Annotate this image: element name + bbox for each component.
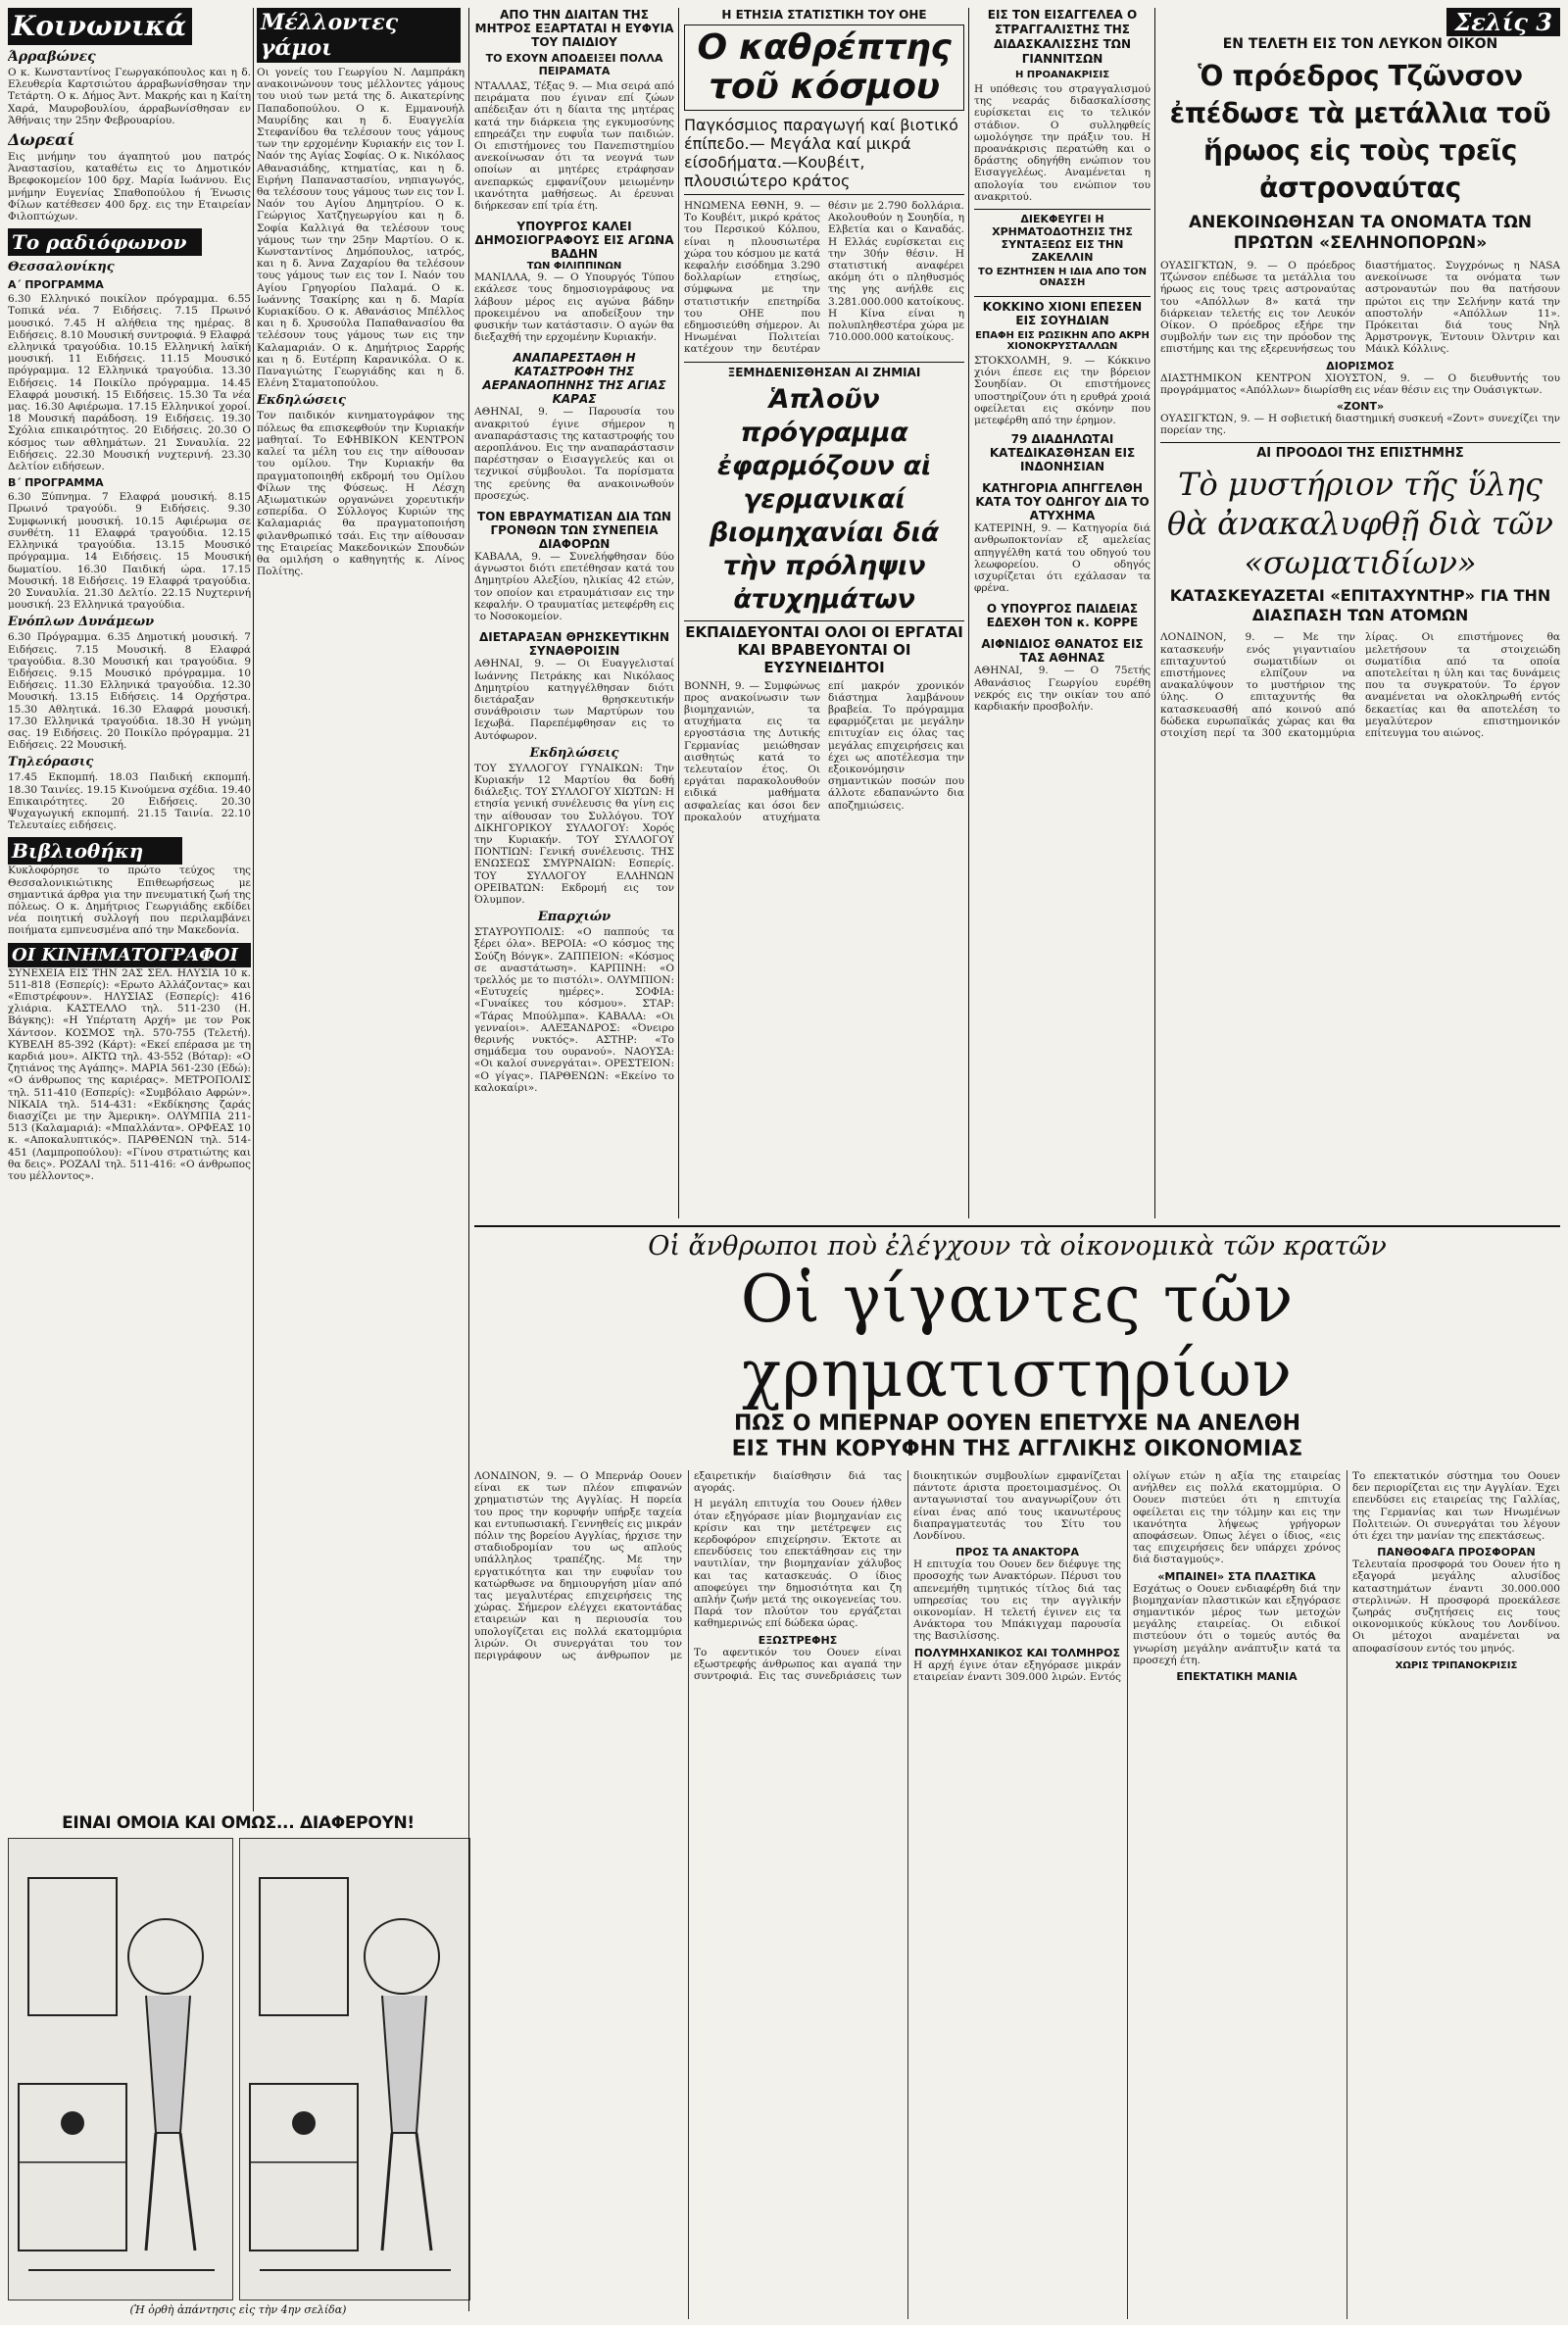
cinema-head-box (8, 943, 251, 967)
banks-kicker: Οἱ ἄνθρωποι ποὺ ἐλέγχουν τὰ οἰκονομικὰ τῶν κρατῶν (648, 1231, 1387, 1261)
snow-subhead: ΕΠΑΦΗ ΕΙΣ ΡΩΣΙΚΗΝ ΑΠΟ ΑΚΡΗ ΧΙΟΝΟΚΡΥΣΤΑΛΛΩΝ (975, 330, 1150, 353)
death-text: ΑΘΗΝΑΙ, 9. — Ο 75ετής Αθανάσιος Γεωργίου ευρέθη νεκρός εις την οικίαν του από καρδιακήν προσβολήν. (974, 665, 1151, 714)
matter-headline: Τὸ μυστήριον τῆς ὕλης θὰ ἀνακαλυφθῇ διὰ τῶν «σωματιδίων» (1167, 466, 1553, 582)
television-text: 17.45 Εκπομπή. 18.03 Παιδική εκπομπή. 18.30 Ταινίες. 19.15 Κινούμενα σχέδια. 19.40 Επικαιρότητες. 20 Ειδήσεις. 20.30 Ψυχαγωγική εκπομπή. 21.15 Ταινία. 22.10 Τελευταίες ειδήσεις. (8, 771, 251, 832)
journalists-text: ΜΑΝΙΛΛΑ, 9. — Ο Υπουργός Τύπου εκάλεσε τους δημοσιογράφους να λάβουν μέρος εις αγώνα βάδην προκειμένου να αποδείξουν την φυσικήν των κατάστασιν. Ο αγών θα διεξαχθή την ερχομένην Κυριακήν. (474, 272, 674, 344)
banks-subhead-1: ΠΩΣ Ο ΜΠΕΡΝΑΡ ΟΟΥΕΝ ΕΠΕΤΥΧΕ ΝΑ ΑΝΕΛΘΗ (733, 1411, 1301, 1436)
library-text: Κυκλοφόρησε το πρώτο τεύχος της Θεσσαλονικιώτικης Επιθεωρήσεως με σημαντικά άρθρα για την πνευματική ζωή της πόλεως. Ο κ. Δημήτριος Γεωργιάδης εκδίδει νέα ποιητική συλλογή που περιλαμβάνει ποιήματα εμπνευσμένα από την Μακεδονία. (8, 865, 251, 937)
events3-text: ΤΟΥ ΣΥΛΛΟΓΟΥ ΓΥΝΑΙΚΩΝ: Την Κυριακήν 12 Μαρτίου θα δοθή διάλεξις. ΤΟΥ ΣΥΛΛΟΓΟΥ ΧΙΩΤΩΝ: Η ετησία γενική συνέλευσις θα γίνη εις την αίθουσαν του Συλλόγου. ΤΟΥ ΔΙΚΗΓΟΡΙΚΟΥ ΣΥΛΛΟΓΟΥ: Χορός την Κυριακήν. ΤΟΥ ΣΥΛΛΟΓΟΥ ΠΟΝΤΙΩΝ: Γενική συνέλευσις. ΤΗΣ ΕΝΩΣΕΩΣ ΣΜΥΡΝΑΙΩΝ: Εσπερίς. ΤΟΥ ΣΥΛΛΟΓΟΥ ΕΛΛΗΝΩΝ ΟΡΕΙΒΑΤΩΝ: Εκδρομή εις τον Όλυμπον. (474, 762, 674, 906)
page-label: Σελίς 3 (1446, 8, 1560, 36)
program-a-text: 6.30 Ελληνικό ποικίλον πρόγραμμα. 6.55 Τοπικά νέα. 7 Ειδήσεις. 7.15 Πρωινό μουσικό. 7.45 Η αλήθεια της ημέρας. 8 Ειδήσεις. 8.10 Μουσική συντροφιά. 9 Ελαφρά ελληνικά τραγούδια. 10.15 Ελληνική λαϊκή μουσική. 11 Ειδήσεις. 11.15 Μουσικό πρόγραμμα. 12 Ελληνικά τραγούδια. 13.30 Ειδήσεις. 14 Ποικίλο πρόγραμμα. 14.45 Ελαφρά μουσική. 15 Ειδήσεις. 15.30 Τα νέα μας. 16.30 Αφιέρωμα. 17.15 Ελληνικοί χοροί. 18 Μουσική παράδοση. 19 Ειδήσεις. 19.30 Σχόλια επικαιρότητος. 20 Ειδήσεις. 20.30 Ο κόσμος των αθλημάτων. 21 Συναυλία. 22 Ειδήσεις. 22.30 Μουσική νυχτερινή. 23.30 Δελτίον ειδήσεων. (8, 293, 251, 473)
assault-headline: ΤΟΝ ΕΒΡΑΥΜΑΤΙΣΑΝ ΔΙΑ ΤΩΝ ΓΡΟΝΘΩΝ ΤΩΝ ΣΥΝΕΠΕΙΑ ΔΙΑΦΟΡΩΝ (477, 510, 671, 552)
program-b-text: 6.30 Ξύπνημα. 7 Ελαφρά μουσική. 8.15 Πρωινό τραγούδι. 9 Ειδήσεις. 9.30 Συμφωνική μουσική. 10.15 Αφιέρωμα σε συνθέτη. 11 Ελαφρά τραγούδια. 12.15 Ελληνικά τραγούδια. 13.15 Μουσικό πρόγραμμα. 14 Ειδήσεις. 15 Μουσική δωματίου. 16.30 Παιδική ώρα. 17.15 Μουσική. 18 Ειδήσεις. 19 Ελαφρά τραγούδια. 20 Συναυλία. 21.30 Δελτίο. 22.15 Νυχτερινή μουσική. 23 Ελληνικά τραγούδια. (8, 491, 251, 612)
donations-title: Δωρεαί (8, 130, 75, 150)
column-rule-2 (468, 8, 469, 2311)
banks-story (474, 1231, 1560, 2319)
astronauts-subhead: ΑΝΕΚΟΙΝΩΘΗΣΑΝ ΤΑ ΟΝΟΜΑΤΑ ΤΩΝ ΠΡΩΤΩΝ «ΣΕΛΗΝΟΠΟΡΩΝ» (1188, 213, 1533, 253)
column-5 (974, 8, 1151, 1218)
library-heading: Βιβλιοθήκη (12, 839, 144, 864)
stats-kicker: Η ΕΤΗΣΙΑ ΣΤΑΤΙΣΤΙΚΗ ΤΟΥ ΟΗΕ (721, 8, 927, 22)
column-4 (684, 8, 964, 1218)
banks-text-6: Εσχάτως ο Οουεν ενδιαφέρθη διά την βιομηχανίαν πλαστικών και εξηγόρασε σημαντικόν μέρος των μετοχών μεγάλης εταιρείας. Οι ειδικοί πιστεύουν ότι ο τομεύς αυτός θα γνωρίση μεγάλην ανάπτυξιν κατά τα προσεχή έτη. (1133, 1582, 1341, 1666)
child-subhead: ΤΟ ΕΧΟΥΝ ΑΠΟΔΕΙΞΕΙ ΠΟΛΛΑ ΠΕΙΡΑΜΑΤΑ (485, 52, 663, 77)
engagements-title: Άρραβώνες (8, 49, 96, 65)
events-title: Εκδηλώσεις (257, 393, 346, 409)
donations-text: Εις μνήμην του άγαπητού μου πατρός Άναστασίου, καταθέτω εις το Δημοτικόν Βρεφοκομείον 100 δρχ. Μαρία Ιωάννου. Εις μνήμην Ευγενίας Σπαθοπούλου ή Ένωσις Φίλων κατέθεσεν 400 δρχ. εις την Εταιρείαν Φιλοπτώχων. (8, 151, 251, 223)
column-rule-3 (678, 8, 679, 1218)
banks-text-3: Το αφεντικόν του Οουεν είναι εξωστρεφής άνθρωπος και αγαπά την συντροφιά. Εις τας συνεδριάσεις των διοικητικών συμβουλίων εμφανίζεται πάντοτε άριστα προετοιμασμένος. Οι ανταγωνισταί του αναγνωρίζουν ότι είναι ένας από τους ικανωτέρους διαπραγματευτάς του Σίτυ του Λονδίνου. (694, 1470, 1121, 1683)
minister-headline: Ο ΥΠΟΥΡΓΟΣ ΠΑΙΔΕΙΑΣ ΕΔΕΧΘΗ ΤΟΝ κ. ΚΟΡΡΕ (986, 602, 1139, 630)
banks-section-bold: ΠΟΛΥΜΗΧΑΝΙΚΟΣ ΚΑΙ ΤΟΛΜΗΡΟΣ (913, 1646, 1121, 1659)
radio-head-box (8, 228, 202, 256)
cartoon-panel-right (239, 1838, 470, 2300)
provinces-text: ΣΤΑΥΡΟΥΠΟΛΙΣ: «Ο παππούς τα ξέρει όλα». ΒΕΡΟΙΑ: «Ο κόσμος της Σούζη Βόνγκ». ΖΑΠΠΕΙΟΝ: «Κόσμος σε αναστάτωση». ΚΑΡΠΙΝΗ: «Ο τρελλός με το πιστόλι». ΟΛΥΜΠΙΟΝ: «Ευτυχείς ημέρες». ΣΟΦΙΑ: «Γυναίκες του κόσμου». ΣΤΑΡ: «Τάρας Μπούλμπα». ΚΑΒΑΛΑ: «Οι γενναίοι». ΑΛΕΞΑΝΔΡΟΣ: «Όνειρο θερινής νυκτός». ΑΣΤΗΡ: «Το σημάδεμα του ουρανού». ΝΑΟΥΣΑ: «Οι καλοί συνεργάται». ΟΡΕΣΤΕΙΟΝ: «Ο γίγας». ΠΑΡΘΕΝΩΝ: «Εκείνο το καλοκαίρι». (474, 926, 674, 1094)
safety-text: ΒΟΝΝΗ, 9. — Συμφώνως προς ανακοίνωσιν των βιομηχανιών, τα ατυχήματα εις τα εργοστάσια της Δυτικής Γερμανίας μειώθησαν αισθητώς κατά το τελευταίον έτος. Οι εργάται παρακολουθούν ειδικά μαθήματα ασφαλείας και όσοι δεν προκαλούν ατυχήματα επί μακρόν χρονικόν διάστημα λαμβάνουν βραβεία. Το πρόγραμμα εφαρμόζεται με μεγάλην επιτυχίαν εις όλας τας μεγάλας επιχειρήσεις και έχει ως αποτέλεσμα την εξοικονόμησιν σημαντικών ποσών που άλλοτε εδαπανώντο δια αποζημιώσεις. (684, 679, 964, 823)
social-heading: Κοινωνικά (12, 10, 187, 42)
column-6 (1160, 8, 1560, 1218)
assault-text: ΚΑΒΑΛΑ, 9. — Συνελήφθησαν δύο άγνωστοι διότι επετέθησαν κατά του Δημητρίου Αλεξίου, ηλικίας 42 ετών, τον οποίον και ετραυμάτισαν εις την κεφαλήν. Ο τραυματίας μετεφέρθη εις το Νοσοκομείον. (474, 551, 674, 623)
weddings-text: Οι γονείς του Γεωργίου Ν. Λαμπράκη ανακοινώνουν τους μέλλοντες γάμους του υιού των μετά της δ. Αικατερίνης Παπαδοπούλου. Ο κ. Εμμανουήλ Μαυρίδης και η δ. Ευαγγελία Στεφανίδου θα τελέσουν τους γάμους των την ερχομένην Κυριακήν εις τον Ι. Ναόν της Αγίας Σοφίας. Ο κ. Νικόλαος Αθανασιάδης, κτηματίας, και η δ. Ειρήνη Παπαναστασίου, νηπιαγωγός, θα τελέσουν τους γάμους των εις τον Ι. Ναόν του Αγίου Δημητρίου. Ο κ. Γεώργιος Χατζηγεωργίου και η δ. Σοφία Καλλιγά θα τελέσουν τους γάμους των την 25ην Μαρτίου. Ο κ. Κωνσταντίνος Δημόπουλος, ιατρός, και η δ. Άννα Ζαχαρίου θα τελέσουν τους γάμους των εις τον Ι. Ναόν του Αγίου Γρηγορίου Παλαμά. Ο κ. Ιωάννης Τσακίρης και η δ. Μαρία Κυριακίδου. Ο κ. Αθανάσιος Μπέλλος και η δ. Χρυσούλα Παπαθανασίου θα τελέσουν τους γάμους των εις την Καλαμαριάν. Ο κ. Δημήτριος Σαρρής και η δ. Ευτέρπη Καρανικόλα. Ο κ. Παναγιώτης Γεωργιάδης και η δ. Ελένη Σταματοπούλου. (257, 67, 465, 390)
stats-deck: Παγκόσμιος παραγωγή καί βιοτικό έπίπεδο.— Μεγάλα καί μικρά είσοδήματα.—Κουβέιτ, πλουσιώτερο κράτος (684, 116, 964, 195)
radio-city: Θεσσαλονίκης (8, 260, 115, 275)
cinema-listings: ΣΥΝΕΧΕΙΑ ΕΙΣ ΤΗΝ 2ΑΣ ΣΕΛ. ΗΛΥΣΙΑ 10 κ. 511-818 (Εσπερίς): «Ερωτο Αλλάζοντας» και «Επιστρέφουν». ΗΛΥΣΙΑΣ (Εσπερίς): 416 χλιάρια. ΚΑΣΤΕΛΛΟ τηλ. 511-230 (Η. Βάγκης): «Η Υπέρτατη Αρχή» με τον Ροκ Χάντσον. ΚΟΣΜΟΣ τηλ. 570-755 (Τελετή). ΚΥΒΕΛΗ 85-392 (Κάρτ): «Εκεί επέρασα με τη καρδιά μου». ΑΙΚΤΩ τηλ. 43-552 (Βόταρ): «Ο ζητιάνος της Αγάπης». ΜΑΡΙΑ 561-230 (Εδώ): «Ο άνθρωπος της καριέρας». ΜΕΤΡΟΠΟΛΙΣ τηλ. 511-410 (Εσπερίς): «Συμβόλαιο Αφρών». ΝΙΚΑΙΑ τηλ. 514-431: «Εκδίκησης ζαράς διασχίζει με την Άμερικη». ΟΛΥΜΠΙΑ 211-513 (Καλαμαριά): «Μπαλλάντα». ΟΡΦΕΑΣ 10 κ. «Αποκαλυπτικός». ΠΑΡΘΕΝΩΝ τηλ. 514-451 (Λαμπροπούλου): «Γίνου στρατιώτης και θα δεις». ΡΟΖΑΛΙ τηλ. 511-416: «Ο άνθρωπος του μέλλοντος». (8, 966, 251, 1183)
radio-heading: Το ραδιόφωνον (12, 230, 187, 255)
column-3 (474, 8, 674, 1218)
cartoon-drawing-left (9, 1839, 232, 2300)
astronauts-kicker: ΕΝ ΤΕΛΕΤΗ ΕΙΣ ΤΟΝ ΛΕΥΚΟΝ ΟΙΚΟΝ (1222, 36, 1498, 52)
snow-text: ΣΤΟΚΧΟΛΜΗ, 9. — Κόκκινο χιόνι έπεσε εις την βόρειον Σουηδίαν. Οι επιστήμονες υποστηρίζουν ότι η ερυθρά χροιά οφείλεται εις σκόνην που μετεφέρθη από την έρημον. (974, 355, 1151, 427)
program-b-title: Β΄ ΠΡΟΓΡΑΜΜΑ (8, 476, 104, 490)
jackie-subhead: ΤΟ ΕΖΗΤΗΣΕΝ Η ΙΔΙΑ ΑΠΟ ΤΟΝ ΟΝΑΣΣΗ (978, 267, 1147, 289)
library-head-box (8, 837, 182, 865)
strangler-text: Η υπόθεσις του στραγγαλισμού της νεαράς διδασκαλίσσης ευρίσκεται εις το τελικόν στάδιον. Ο συλληφθείς ωμολόγησε την πράξιν του. Η προανάκρισις περατώθη και ο δράστης οδηγήθη ενώπιον του Εισαγγελέως. Αναμένεται η απολογία του ενώπιον του ανακριτού. (974, 83, 1151, 203)
banks-subhead-2: ΕΙΣ ΤΗΝ ΚΟΡΥΦΗΝ ΤΗΣ ΑΓΓΛΙΚΗΣ ΟΙΚΟΝΟΜΙΑΣ (731, 1437, 1303, 1461)
strangler-subhead: Η ΠΡΟΑΝΑΚΡΙΣΙΣ (1014, 70, 1110, 80)
strangler-headline: ΕΙΣ ΤΟΝ ΕΙΣΑΓΓΕΛΕΑ Ο ΣΤΡΑΓΓΑΛΙΣΤΗΣ ΤΗΣ ΔΙΔΑΣΚΑΛΙΣΣΗΣ ΤΩΝ ΓΙΑΝΝΙΤΣΩΝ (987, 8, 1138, 66)
banks-text-1: ΛΟΝΔΙΝΟΝ, 9. — Ο Μπερνάρ Οουεν είναι εκ των πλέον επιφανών χρηματιστών της Αγγλίας. Η πορεία του προς την κορυφήν υπήρξε ταχεία και εντυπωσιακή. Γεννηθείς εις μικράν πόλιν της βορείου Αγγλίας, ήρχισε την σταδιοδρομίαν του ως απλούς υπάλληλος τραπέζης. Με την εργατικότητα και την ευφυΐαν του κατώρθωσε να δημιουργήση μίαν από τας μεγαλυτέρας επιχειρήσεις της χώρας. Σήμερον ελέγχει εκατοντάδας εταιρειών και η περιουσία του υπολογίζεται εις πολλά εκατομμύρια λιρών. Οι συνεργάται του τον περιγράφουν ως άνθρωπον με εξαιρετικήν διαίσθησιν διά τας αγοράς. (474, 1470, 902, 1662)
weddings-head-box (257, 8, 461, 63)
banks-text-7: Το επεκτατικόν σύστημα του Οουεν δεν περιορίζεται εις την Αγγλίαν. Έχει επενδύσει εις εταιρείας της Γαλλίας, της Γερμανίας και των Ηνωμένων Πολιτειών. Οι συνεργάται του λέγουν ότι έχει την μανίαν της επεκτάσεως. (1352, 1470, 1560, 1543)
banks-section-plastics: «ΜΠΑΙΝΕΙ» ΣΤΑ ΠΛΑΣΤΙΚΑ (1157, 1569, 1316, 1583)
appointment-title: ΔΙΟΡΙΣΜΟΣ (1326, 359, 1395, 372)
matter-kicker: ΑΙ ΠΡΟΟΔΟΙ ΤΗΣ ΕΠΙΣΤΗΜΗΣ (1160, 442, 1560, 461)
journalists-headline: ΥΠΟΥΡΓΟΣ ΚΑΛΕΙ ΔΗΜΟΣΙΟΓΡΑΦΟΥΣ ΕΙΣ ΑΓΩΝΑ ΒΑΔΗΝ (474, 220, 674, 262)
protesters-headline: 79 ΔΙΑΔΗΛΩΤΑΙ ΚΑΤΕΔΙΚΑΣΘΗΣΑΝ ΕΙΣ ΙΝΔΟΝΗΣΙΑΝ (989, 432, 1136, 474)
safety-subhead: ΕΚΠΑΙΔΕΥΟΝΤΑΙ ΟΛΟΙ ΟΙ ΕΡΓΑΤΑΙ (684, 620, 964, 641)
astronauts-text: ΟΥΑΣΙΓΚΤΩΝ, 9. — Ο πρόεδρος Τζώνσον επέδωσε τα μετάλλια του ήρωος εις τους τρεις αστροναύτας του «Απόλλων 8» κατά την διάρκειαν τελετής εις τον Λευκόν Οίκον. Ο πρόεδρος εξήρε την συμβολήν των εις την πρόοδον της επιστήμης και της εξερευνήσεως του διαστήματος. Συγχρόνως η NASA ανεκοίνωσε τα ονόματα των αστροναυτών που θα πατήσουν πρώτοι εις την Σελήνην κατά την αποστολήν «Απόλλων 11». Πρόκειται διά τους Νηλ Άρμστρονγκ, Έντουιν Όλντριν και Μάικλ Κόλλινς. (1160, 260, 1560, 356)
cartoon-drawing-right (240, 1839, 469, 2300)
journalists-subhead: ΤΩΝ ΦΙΛΙΠΠΙΝΩΝ (526, 261, 622, 272)
cinema-heading: ΟΙ ΚΙΝΗΜΑΤΟΓΡΑΦΟΙ (12, 944, 238, 965)
page-label-wrap (1160, 8, 1560, 36)
banks-section-extrovert: ΕΞΩΣΤΡΕΦΗΣ (758, 1633, 838, 1647)
religion-headline: ΔΙΕΤΑΡΑΞΑΝ ΘΡΗΣΚΕΥΤΙΚΗΝ ΣΥΝΑΘΡΟΙΣΙΝ (478, 630, 670, 659)
armed-forces-title: Ενόπλων Δυνάμεων (8, 615, 155, 630)
astronauts-headline: Ὁ πρόεδρος Τζῶνσον ἐπέδωσε τὰ μετάλλια τοῦ ἥρωος εἰς τοὺς τρεῖς ἀστροναύτας (1169, 60, 1551, 204)
matter-text: ΛΟΝΔΙΝΟΝ, 9. — Με την κατασκευήν ενός γιγαντιαίου επιταχυντού σωματιδίων οι επιστήμονες ελπίζουν να ανακαλύψουν το μυστήριον της ύλης. Ο επιταχυντής θα κατασκευασθή από κοινού από δώδεκα ευρωπαϊκάς χώρας και θα στοιχίση περί τα 300 εκατομμύρια λίρας. Οι επιστήμονες θα μελετήσουν τα στοιχειώδη σωματίδια από τα οποία αποτελείται η ύλη και τας δυνάμεις που τα συγκρατούν. Το έργον αναμένεται να ολοκληρωθή εντός δεκαετίας και θα αποτελέση το μεγαλύτερον επιστημονικόν επίτευγμα του αιώνος. (1160, 631, 1560, 740)
column-rule-5 (1154, 8, 1155, 1218)
banks-top-rule (474, 1225, 1560, 1227)
banks-section-expansion: ΕΠΕΚΤΑΤΙΚΗ ΜΑΝΙΑ (1176, 1670, 1298, 1684)
jackie-headline: ΔΙΕΚΦΕΥΓΕΙ Η ΧΡΗΜΑΤΟΔΟΤΗΣΙΣ ΤΗΣ ΣΥΝΤΑΞΕΩΣ ΕΙΣ ΤΗΝ ΖΑΚΕΛΛΙΝ (974, 209, 1151, 264)
weddings-heading: Μέλλοντες γάμοι (261, 10, 399, 61)
engagements-text: Ο κ. Κωνσταντίνος Γεωργακόπουλος και η δ. Ελευθερία Καρτσιώτου άρραβωνίσθησαν την Τετάρτη. Ο κ. Δήμος Άντ. Μακρής και η Καίτη Χαρά, Μαυροβουλίου, άρραβωνίσθησαν εν Άθήναις την 25ην Φεβρουαρίου. (8, 67, 251, 126)
armed-forces-text: 6.30 Πρόγραμμα. 6.35 Δημοτική μουσική. 7 Ειδήσεις. 7.15 Μουσική. 8 Ελαφρά τραγούδια. 8.30 Μουσική και τραγούδια. 9 Ειδήσεις. 9.15 Μουσικό πρόγραμμα. 10 Ειδήσεις. 11.30 Ελληνικά τραγούδια. 12.30 Μουσική. 13.15 Ειδήσεις. 14 Ορχήστρα. 15.30 Αθλητικά. 16.30 Ελαφρά μουσική. 17.30 Ελληνικά τραγούδια. 18.30 Η γνώμη σας. 19 Ειδήσεις. 20 Ποικίλο πρόγραμμα. 21 Ειδήσεις. 22 Μουσική. (8, 631, 251, 752)
events-text: Τον παιδικόν κινηματογράφον της πόλεως θα επισκεφθούν την Κυριακήν μαθηταί. Το ΕΦΗΒΙΚΟΝ ΚΕΝΤΡΟΝ καλεί τα μέλη του εις την αίθουσαν του ομίλου. Την Κυριακήν θα πραγματοποιηθή εκδρομή του Ομίλου Φίλων της Φύσεως. Η Λέσχη Αξιωματικών οργανώνει χορευτικήν εσπερίδα. Ο Σύλλογος Κυριών της Καλαμαριάς θα πραγματοποιήση φιλανθρωπικό τσάι. Εις την αίθουσαν της Εταιρείας Μακεδονικών Σπουδών θα ομιλήση ο καθηγητής κ. Λίνος Πολίτης. (257, 410, 465, 578)
banks-byline: ΧΩΡΙΣ ΤΡΙΠΑΝΟΚΡΙΣΙΣ (1395, 1659, 1518, 1671)
banks-text-5: Η αρχή έγινε όταν εξηγόρασε μικράν εταιρείαν έναντι 309.000 λιρών. Εντός ολίγων ετών η αξία της εταιρείας ανήλθεν εις πολλά εκατομμύρια. Ο Οουεν πιστεύει ότι η επιτυχία οφείλεται εις την τόλμην και εις την ικανότητα λήψεως γρήγορων αποφάσεων. Όπως λέγει ο ίδιος, «εις τας επιχειρήσεις δεν υπάρχει χρόνος διά δισταγμούς». (913, 1470, 1341, 1683)
matter-subhead: ΚΑΤΑΣΚΕΥΑΖΕΤΑΙ «ΕΠΙΤΑΧΥΝΤΗΡ» ΓΙΑ ΤΗΝ ΔΙΑΣΠΑΣΗ ΤΩΝ ΑΤΟΜΩΝ (1169, 586, 1551, 625)
banks-text-8: Τελευταία προσφορά του Οουεν ήτο η εξαγορά μεγάλης αλυσίδος καταστημάτων έναντι 30.000.000 στερλινών. Η προσφορά προεκάλεσε ζωηράς συζητήσεις εις τους οικονομικούς κύκλους του Λονδίνου. Οι μέτοχοι αναμένεται να αποφασίσουν εντός του μηνός. (1352, 1558, 1560, 1655)
provinces-title: Επαρχιών (537, 910, 612, 925)
program-a-title: Α΄ ΠΡΟΓΡΑΜΜΑ (8, 278, 104, 292)
zond-text: ΟΥΑΣΙΓΚΤΩΝ, 9. — Η σοβιετική διαστημική συσκευή «Ζοντ» συνεχίζει την πορείαν της. (1160, 413, 1560, 437)
banks-headline: Οἱ γίγαντες τῶν χρηματιστηρίων (740, 1261, 1295, 1411)
column-rule-4 (968, 8, 969, 1218)
safety-headline: Ἁπλοῦν πρόγραμμα ἐφαρμόζουν αἱ γερμανικαί βιομηχανίαι διά τὴν πρόληψιν ἀτυχημάτων (710, 383, 939, 615)
safety-kicker: ΞΕΜΗΔΕΝΙΣΘΗΣΑΝ ΑΙ ΖΗΜΙΑΙ (684, 362, 964, 379)
child-text: ΝΤΑΛΛΑΣ, Τέξας 9. — Μια σειρά από πειράματα που έγιναν επί ζώων απέδειξαν ότι η δίαιτα της μητέρας κατά την διάρκεια της εγκυμοσύνης επηρεάζει την ευφυΐα των παιδιών. Οι επιστήμονες του Πανεπιστημίου ανεκοίνωσαν ότι τα νεογνά των οποίων αι μητέρες ετράφησαν ανεπαρκώς εμφανίζουν μειωμένην ικανότητα μαθήσεως. Αι έρευναι διήρκεσαν επί τρία έτη. (474, 80, 674, 213)
column-2 (257, 8, 465, 1802)
banks-section-offer: ΠΑΝΘΟΦΑΓΑ ΠΡΟΣΦΟΡΑΝ (1377, 1546, 1536, 1559)
banks-text-2: Η μεγάλη επιτυχία του Οουεν ήλθεν όταν εξηγόρασε μίαν βιομηχανίαν εις κρίσιν και την μετέτρεψεν εις κερδοφόρον επιχείρησιν. Έκτοτε αι επενδύσεις του επεκτάθησαν εις την ναυτιλίαν, την βιομηχανίαν χάλυβος και τας κατασκευάς. Ο ίδιος αποφεύγει την δημοσιότητα και ζη απλήν ζωήν μετά της οικογενείας του. Παρά τον πλούτον του εργάζεται καθημερινώς επί δώδεκα ώρας. (694, 1498, 902, 1630)
crash-headline: ΑΝΑΠΑΡΕΣΤΑΘΗ Η ΚΑΤΑΣΤΡΟΦΗ ΤΗΣ ΑΕΡΑΝΑΟΠΗΝΗΣ ΤΗΣ ΑΓΙΑΣ ΚΑΡΑΣ (482, 351, 666, 407)
child-headline: ΑΠΟ ΤΗΝ ΔΙΑΙΤΑΝ ΤΗΣ ΜΗΤΡΟΣ ΕΞΑΡΤΑΤΑΙ Η ΕΥΦΥΙΑ ΤΟΥ ΠΑΙΔΙΟΥ (474, 8, 674, 49)
crash-text: ΑΘΗΝΑΙ, 9. — Παρουσία του ανακριτού έγινε σήμερον η αναπαράστασις της καταστροφής του αεροπλάνου. Εις την αναπαράστασιν παρέστησαν ο Εισαγγελεύς και οι τεχνικοί σύμβουλοι. Τα πορίσματα της ερεύνης θα ανακοινωθούν προσεχώς. (474, 406, 674, 502)
banks-body (474, 1470, 1560, 2319)
stats-headline: Ο καθρέπτης τοῦ κόσμου (697, 27, 952, 107)
events3-title: Εκδηλώσεις (529, 745, 619, 761)
column-rule-1 (253, 8, 254, 1811)
stats-text: ΗΝΩΜΕΝΑ ΕΘΝΗ, 9. — Το Κουβέιτ, μικρό κράτος του Περσικού Κόλπου, είναι η πλουσιωτέρα χώρα του κόσμου με κατά κεφαλήν εισόδημα 3.290 δολλαρίων ετησίως, σύμφωνα με την στατιστικήν επετηρίδα του ΟΗΕ που εδημοσιεύθη σήμερον. Αι Ηνωμέναι Πολιτείαι κατέχουν την δευτέραν θέσιν με 2.790 δολλάρια. Ακολουθούν η Σουηδία, η Ελβετία και ο Καναδάς. Η Ελλάς ευρίσκεται εις την 30ήν θέσιν. Η στατιστική αναφέρει ακόμη ότι ο πληθυσμός της γης ανήλθε εις 3.281.000.000 κατοίκους. Η Κίνα είναι η πολυπληθεστέρα χώρα με 710.000.000 κατοίκους. (684, 200, 964, 356)
television-title: Τηλεόρασις (8, 755, 94, 770)
zond-title: «ΖΟΝΤ» (1336, 400, 1385, 414)
accident-headline: ΚΑΤΗΓΟΡΙΑ ΑΠΗΓΓΕΛΘΗ ΚΑΤΑ ΤΟΥ ΟΔΗΓΟΥ ΔΙΑ ΤΟ ΑΤΥΧΗΜΑ (975, 481, 1150, 523)
accident-text: ΚΑΤΕΡΙΝΗ, 9. — Κατηγορία διά ανθρωποκτονίαν εξ αμελείας απηγγέλθη κατά του οδηγού του λεωφορείου. Ο οδηγός ισχυρίζεται ότι εχάλασαν τα φρένα. (974, 522, 1151, 595)
social-head-box (8, 8, 192, 45)
cartoon-caption: (Ἡ ὀρθὴ ἀπάντησις εἰς τὴν 4ην σελίδα) (129, 2303, 347, 2316)
safety-subhead-2: ΚΑΙ ΒΡΑΒΕΥΟΝΤΑΙ ΟΙ ΕΥΣΥΝΕΙΔΗΤΟΙ (737, 640, 911, 676)
banks-section-palace: ΠΡΟΣ ΤΑ ΑΝΑΚΤΟΡΑ (956, 1546, 1079, 1559)
snow-headline: ΚΟΚΚΙΝΟ ΧΙΟΝΙ ΕΠΕΣΕΝ ΕΙΣ ΣΟΥΗΔΙΑΝ (974, 296, 1151, 327)
religion-text: ΑΘΗΝΑΙ, 9. — Οι Ευαγγελισταί Ιωάννης Πετράκης και Νικόλαος Δημητρίου κατηγγέλθησαν διότι διετάραξαν θρησκευτικήν συνάθροισιν των Μαρτύρων του Ιεχωβά. Παρεπέμφθησαν εις το Αυτόφωρον. (474, 658, 674, 742)
banks-text-4: Η επιτυχία του Οουεν δεν διέφυγε της προσοχής των Ανακτόρων. Πέρυσι του απενεμήθη τιμητικός τίτλος διά τας υπηρεσίας του εις την αγγλικήν οικονομίαν. Η τελετή έγινεν εις τα Ανάκτορα του Μπάκιγχαμ παρουσία της Βασιλίσσης. (913, 1558, 1121, 1643)
cartoon-panel-left (8, 1838, 233, 2300)
stats-headline-box (684, 25, 964, 111)
cartoon-title: ΕΙΝΑΙ ΟΜΟΙΑ ΚΑΙ ΟΜΩΣ... ΔΙΑΦΕΡΟΥΝ! (62, 1813, 415, 1833)
appointment-text: ΔΙΑΣΤΗΜΙΚΟΝ ΚΕΝΤΡΟΝ ΧΙΟΥΣΤΟΝ, 9. — Ο διευθυντής του προγράμματος «Απόλλων» διωρίσθη εις νέαν θέσιν εις την Ουάσιγκτων. (1160, 371, 1560, 396)
death-headline: ΑΙΦΝΙΔΙΟΣ ΘΑΝΑΤΟΣ ΕΙΣ ΤΑΣ ΑΘΗΝΑΣ (981, 637, 1144, 666)
